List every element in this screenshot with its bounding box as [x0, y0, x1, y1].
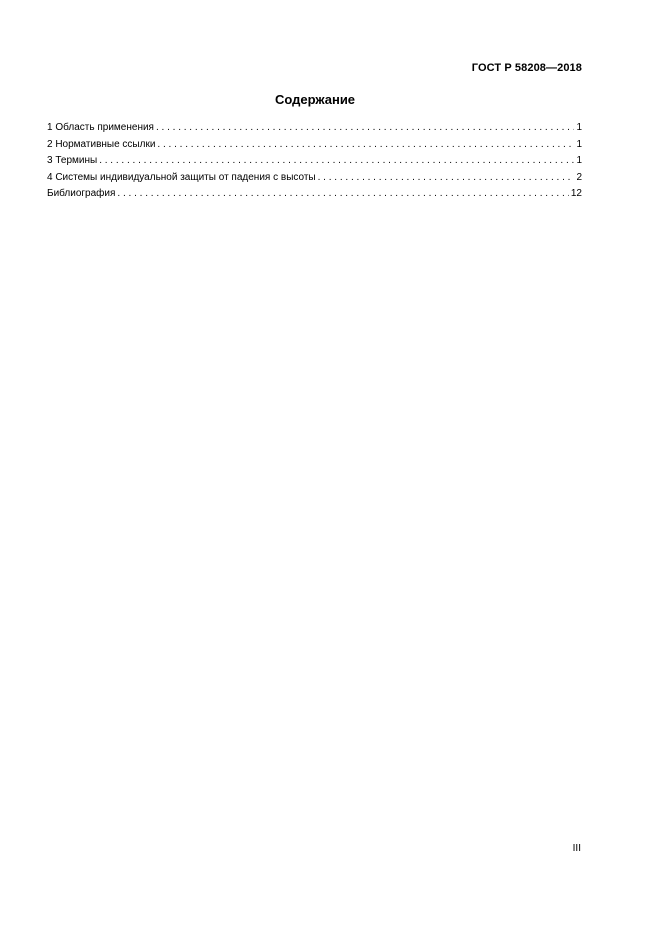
toc-entry-page: 1 — [576, 122, 582, 133]
toc-dot-leader — [99, 153, 574, 170]
toc-entry-label: 1 Область применения — [47, 122, 154, 133]
toc-entry-page: 12 — [570, 188, 582, 199]
toc-entry-page: 2 — [576, 171, 582, 183]
toc-entry-fall-protection-systems[interactable] — [47, 170, 582, 187]
table-of-contents — [47, 120, 582, 203]
toc-entry-bibliography[interactable] — [47, 186, 582, 203]
toc-entry-label: Библиография — [47, 188, 116, 199]
toc-entry-terms[interactable] — [47, 153, 582, 170]
page-number: III — [572, 843, 581, 854]
toc-entry-page: 1 — [576, 155, 582, 166]
toc-entry-label: 2 Нормативные ссылки — [47, 138, 156, 150]
toc-dot-leader — [117, 186, 568, 203]
toc-entry-normative-references[interactable] — [47, 137, 582, 154]
toc-entry-page: 1 — [576, 138, 582, 150]
toc-title: Содержание — [274, 92, 356, 107]
toc-entry-label: 4 Системы индивидуальной защиты от падения с высоты — [47, 171, 316, 183]
toc-dot-leader — [318, 170, 575, 187]
toc-entry-scope[interactable] — [47, 120, 582, 137]
toc-dot-leader — [156, 120, 574, 137]
document-code: ГОСТ Р 58208—2018 — [471, 62, 582, 74]
toc-dot-leader — [157, 137, 574, 154]
toc-entry-label: 3 Термины — [47, 155, 98, 166]
